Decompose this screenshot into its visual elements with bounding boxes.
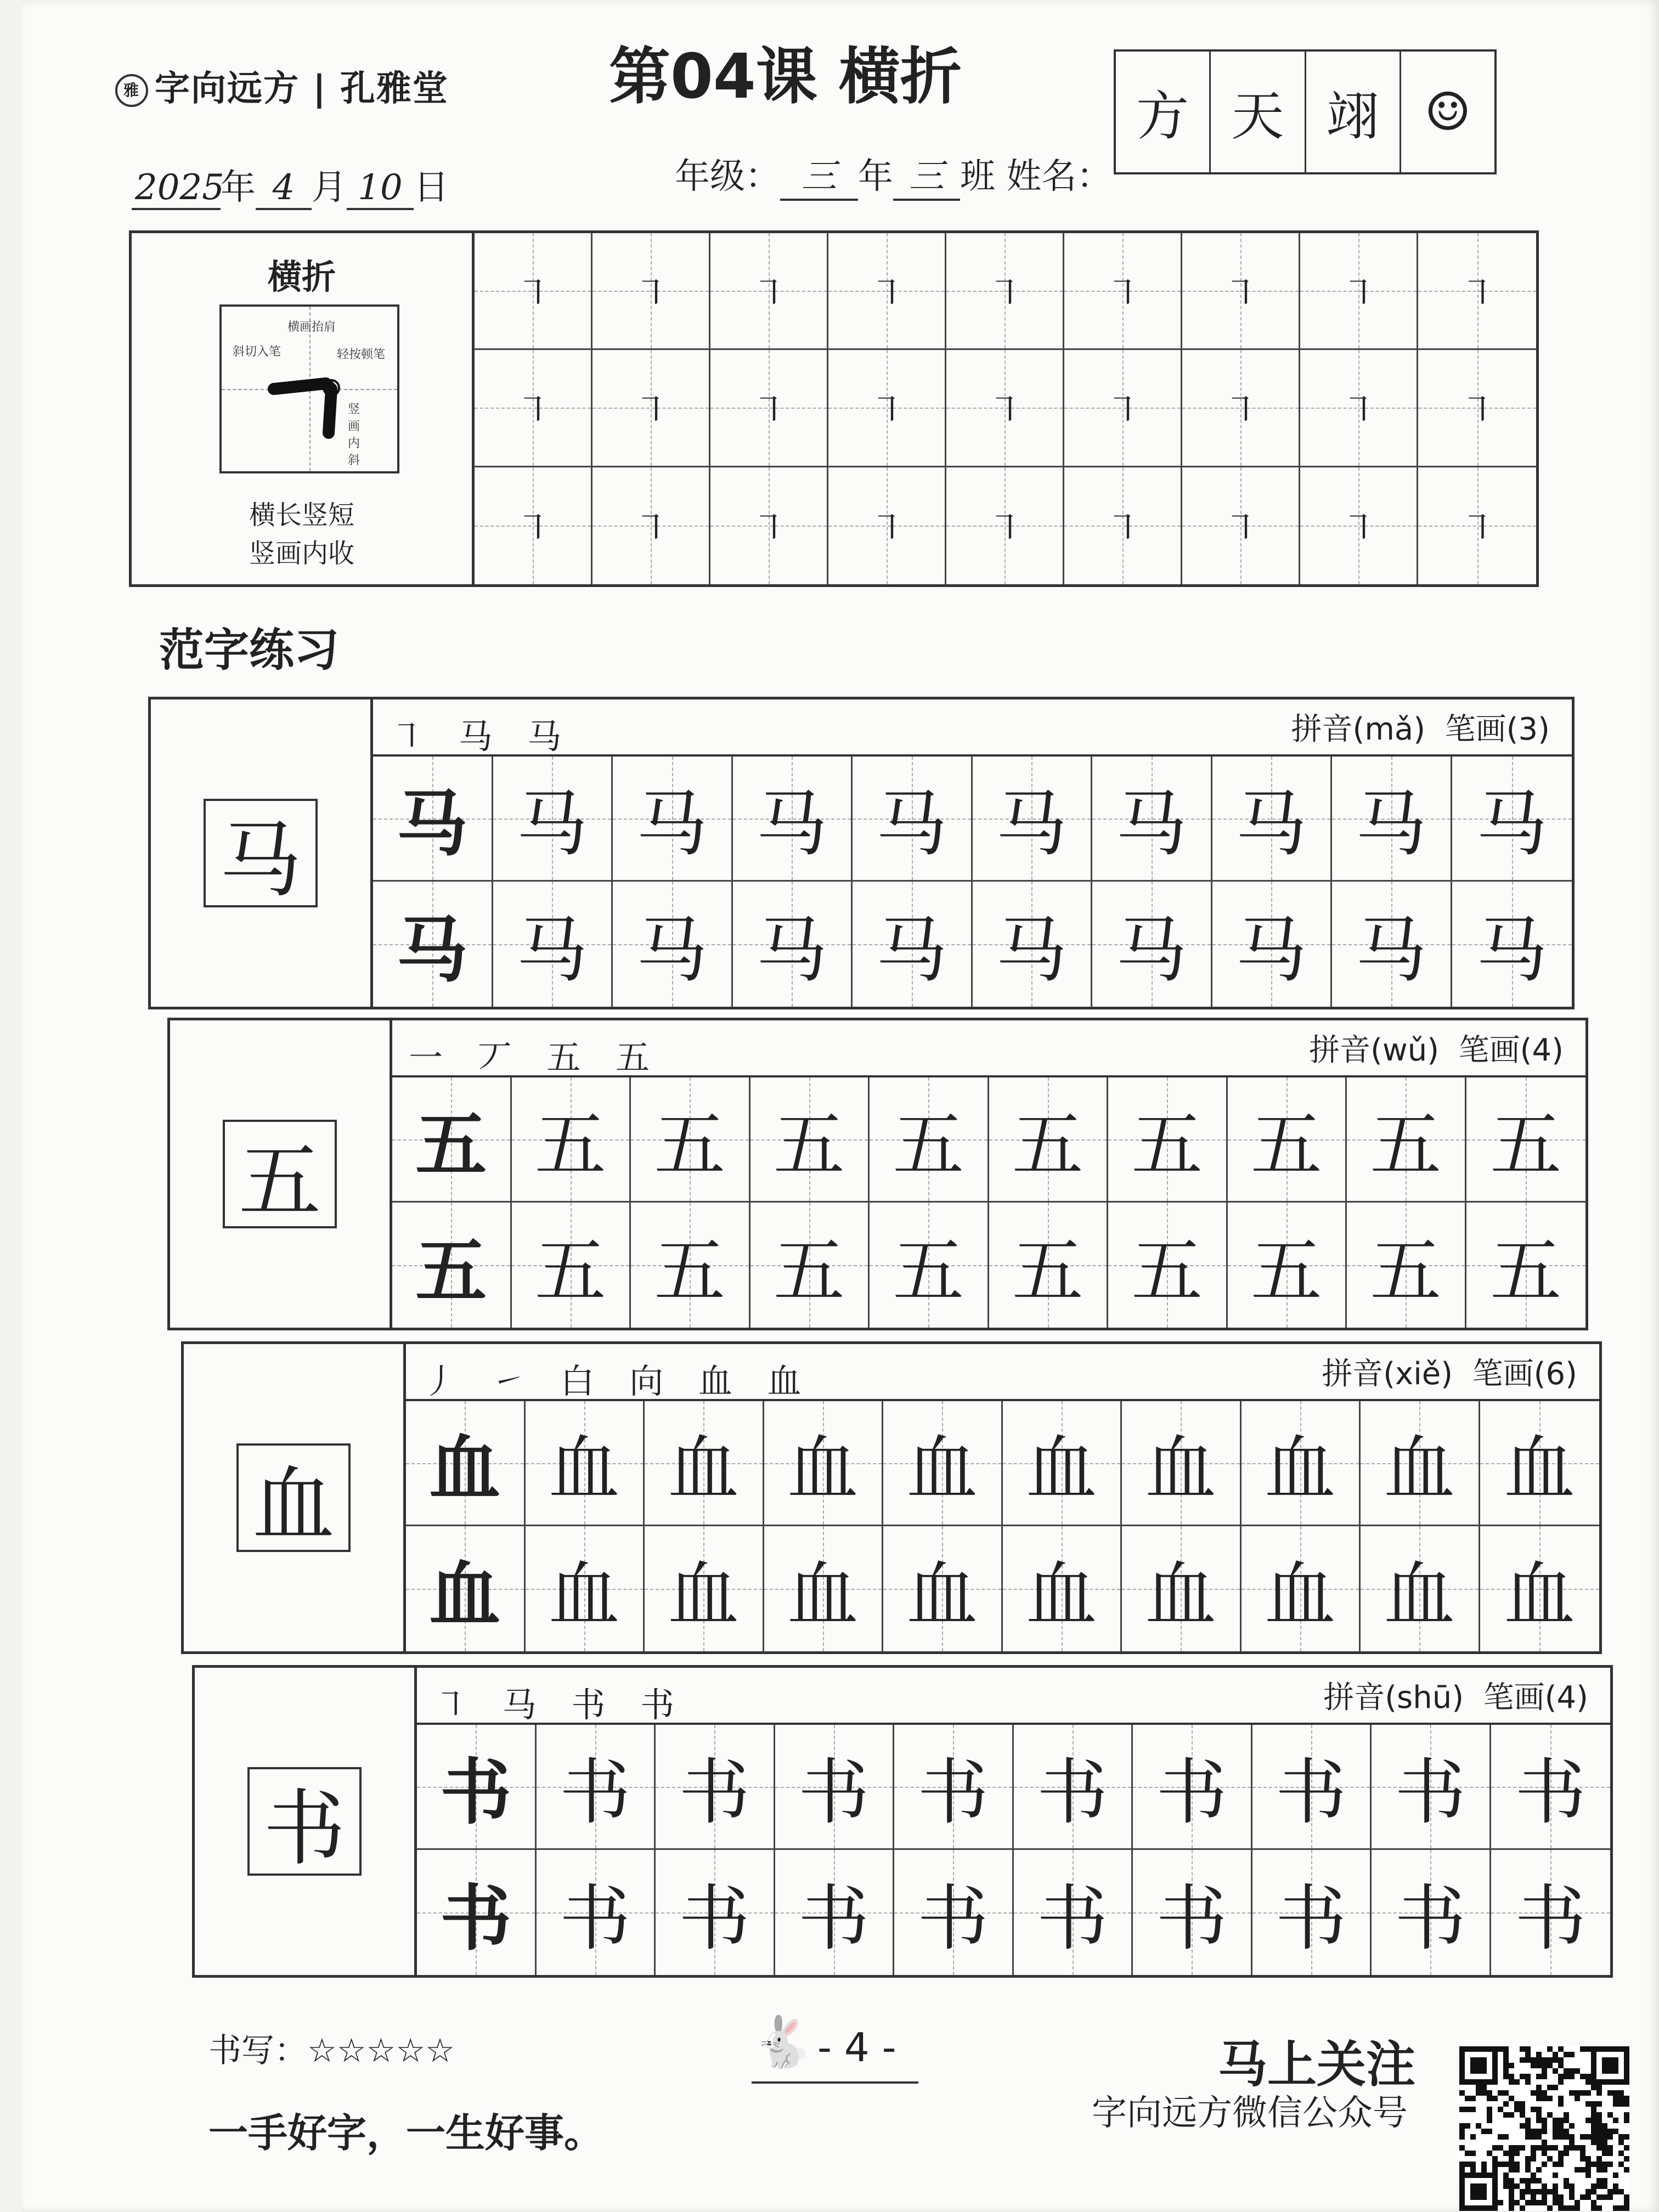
char-block-shu xyxy=(192,1665,1613,1978)
stroke-note-2: 横画抬肩 xyxy=(287,320,336,334)
stroke-practice-cell[interactable] xyxy=(592,233,710,350)
practice-char: 书 xyxy=(1156,1751,1228,1834)
page-number xyxy=(752,2013,918,2084)
stroke-practice-section xyxy=(129,230,1539,587)
practice-glyph: ㇕ xyxy=(1105,274,1140,315)
practice-glyph: ㇕ xyxy=(987,509,1022,550)
stroke-practice-cell[interactable] xyxy=(1182,233,1300,350)
practice-char: 书 xyxy=(559,1751,631,1834)
date-year-label: 年 xyxy=(221,167,256,208)
practice-char: 五 xyxy=(893,1229,964,1313)
practice-char: 马 xyxy=(636,782,708,866)
rating-stars[interactable]: ☆☆☆☆☆ xyxy=(307,2032,455,2070)
practice-glyph: ㇕ xyxy=(633,391,668,432)
practice-glyph: ㇕ xyxy=(1105,509,1140,550)
stroke-practice-cell[interactable] xyxy=(1300,467,1418,584)
practice-char: 马 xyxy=(1235,782,1307,866)
practice-char: 书 xyxy=(798,1876,870,1960)
practice-cell[interactable] xyxy=(751,1077,870,1203)
grade-row xyxy=(675,148,1111,201)
practice-glyph: ㇕ xyxy=(751,274,786,315)
practice-cell[interactable] xyxy=(1003,1526,1122,1651)
practice-char: 血 xyxy=(1264,1427,1336,1510)
practice-cell[interactable] xyxy=(1014,1850,1133,1975)
practice-cell[interactable] xyxy=(1228,1077,1347,1203)
practice-cell[interactable] xyxy=(1332,882,1452,1007)
practice-glyph: ㇕ xyxy=(869,391,904,432)
brand-logo xyxy=(115,60,449,111)
practice-char: 书 xyxy=(798,1751,870,1834)
practice-char: 马 xyxy=(396,907,468,992)
practice-glyph: ㇕ xyxy=(1341,274,1376,315)
practice-glyph: ㇕ xyxy=(515,391,550,432)
brand-text: 字向远方 | 孔雅堂 xyxy=(155,69,449,109)
grade-label: 年级： xyxy=(675,156,780,197)
stroke-count: (4) xyxy=(1520,1032,1564,1068)
practice-cell[interactable] xyxy=(1014,1725,1133,1850)
practice-grid[interactable] xyxy=(392,1077,1585,1328)
stroke-note-4: 竖画内斜 xyxy=(348,403,360,467)
practice-char: 血 xyxy=(429,1426,501,1510)
practice-char: 五 xyxy=(654,1229,726,1313)
practice-glyph: ㇕ xyxy=(1459,391,1495,432)
stroke-practice-cell[interactable] xyxy=(710,233,828,350)
practice-char: 五 xyxy=(415,1103,487,1187)
practice-cell[interactable] xyxy=(764,1526,884,1651)
practice-char: 五 xyxy=(1131,1229,1203,1313)
practice-glyph: ㇕ xyxy=(1341,509,1376,550)
motto: 一手好字，一生好事。 xyxy=(208,2110,604,2156)
stroke-practice-cell[interactable] xyxy=(828,233,946,350)
stroke-practice-grid[interactable] xyxy=(475,233,1536,584)
stroke-practice-cell[interactable] xyxy=(946,467,1064,584)
practice-glyph: ㇕ xyxy=(1105,391,1140,432)
stroke-demo-box xyxy=(219,304,399,473)
qr-code-icon[interactable] xyxy=(1459,2046,1629,2211)
name-label: 姓名： xyxy=(1006,156,1112,197)
practice-glyph: ㇕ xyxy=(633,509,668,550)
char-meta xyxy=(1322,1350,1577,1393)
stroke-practice-cell[interactable] xyxy=(710,467,828,584)
practice-cell[interactable] xyxy=(392,1203,512,1328)
practice-cell[interactable] xyxy=(894,1850,1014,1975)
practice-cell[interactable] xyxy=(1252,1725,1372,1850)
practice-cell[interactable] xyxy=(1491,1850,1611,1975)
practice-cell[interactable] xyxy=(1466,1203,1586,1328)
practice-cell[interactable] xyxy=(373,882,493,1007)
practice-char: 书 xyxy=(1515,1876,1587,1960)
practice-char: 血 xyxy=(548,1427,620,1510)
char-block-ma xyxy=(148,697,1575,1009)
practice-cell[interactable] xyxy=(883,1401,1003,1526)
practice-cell[interactable] xyxy=(853,882,973,1007)
practice-char: 血 xyxy=(548,1553,620,1637)
practice-char: 马 xyxy=(516,908,588,992)
stroke-practice-cell[interactable] xyxy=(1064,467,1182,584)
practice-glyph: ㇕ xyxy=(1223,391,1258,432)
stroke-diagram xyxy=(132,233,475,584)
practice-cell[interactable] xyxy=(526,1401,645,1526)
practice-char: 血 xyxy=(1025,1553,1097,1637)
practice-char: 书 xyxy=(559,1876,631,1960)
practice-cell[interactable] xyxy=(392,1077,512,1203)
stroke-note-1: 斜切入笔 xyxy=(233,345,281,359)
rabbit-icon: 🐇 xyxy=(752,2013,814,2071)
stroke-order: ㇕ 马 书 书 xyxy=(433,1685,687,1725)
practice-grid[interactable] xyxy=(406,1401,1599,1651)
practice-char: 五 xyxy=(1012,1229,1084,1313)
practice-char: 书 xyxy=(679,1876,751,1960)
stroke-practice-cell[interactable] xyxy=(1064,350,1182,467)
practice-cell[interactable] xyxy=(1347,1077,1466,1203)
practice-cell[interactable] xyxy=(1092,882,1212,1007)
practice-cell[interactable] xyxy=(989,1077,1109,1203)
char-meta xyxy=(1291,705,1550,749)
practice-char: 书 xyxy=(917,1876,989,1960)
stroke-practice-cell[interactable] xyxy=(1300,233,1418,350)
pinyin: (xiě) xyxy=(1383,1356,1453,1392)
practice-char: 五 xyxy=(1250,1103,1322,1187)
practice-cell[interactable] xyxy=(1452,757,1572,882)
practice-char: 马 xyxy=(1115,782,1187,866)
practice-cell[interactable] xyxy=(1133,1850,1252,1975)
practice-char: 书 xyxy=(1395,1876,1466,1960)
practice-cell[interactable] xyxy=(631,1077,751,1203)
practice-char: 书 xyxy=(917,1751,989,1834)
date-month[interactable]: 4 xyxy=(256,167,312,210)
practice-glyph: ㇕ xyxy=(987,274,1022,315)
practice-grid[interactable] xyxy=(417,1725,1610,1975)
rating-row xyxy=(208,2024,455,2072)
pinyin: (shū) xyxy=(1385,1680,1464,1716)
practice-char: 血 xyxy=(1025,1427,1097,1510)
practice-char: 血 xyxy=(787,1427,859,1510)
practice-glyph: ㇕ xyxy=(987,391,1022,432)
stroke-practice-cell[interactable] xyxy=(828,467,946,584)
practice-cell[interactable] xyxy=(1212,757,1333,882)
stroke-practice-cell[interactable] xyxy=(1064,233,1182,350)
pinyin-label: 拼音 xyxy=(1322,1356,1384,1392)
pinyin-label: 拼音 xyxy=(1309,1032,1371,1068)
name-char-3: 翊 xyxy=(1306,52,1401,172)
stroke-count-label: 笔画 xyxy=(1472,1356,1534,1392)
practice-cell[interactable] xyxy=(751,1203,870,1328)
practice-char: 血 xyxy=(1504,1553,1576,1637)
practice-char: 马 xyxy=(1115,908,1187,992)
practice-cell[interactable] xyxy=(1108,1203,1228,1328)
stroke-note-3: 轻按顿笔 xyxy=(337,348,386,362)
follow-text: 马上关注 xyxy=(1218,2036,1415,2094)
date-row xyxy=(132,159,449,210)
stroke-order: 一 丆 五 五 xyxy=(409,1037,662,1077)
practice-char: 马 xyxy=(396,782,468,866)
practice-char: 书 xyxy=(1275,1876,1347,1960)
grade-value[interactable]: 三 xyxy=(780,148,858,201)
practice-glyph: ㇕ xyxy=(751,509,786,550)
practice-char: 书 xyxy=(1395,1751,1466,1834)
date-day-label: 日 xyxy=(414,167,449,208)
practice-char: 马 xyxy=(516,782,588,866)
practice-cell[interactable] xyxy=(1480,1526,1600,1651)
practice-cell[interactable] xyxy=(1466,1077,1586,1203)
section-title: 范字练习 xyxy=(159,624,340,676)
worksheet-page xyxy=(22,0,1659,2212)
stroke-practice-cell[interactable] xyxy=(475,467,592,584)
practice-char: 五 xyxy=(1250,1229,1322,1313)
stroke-order: ㇕ 马 马 xyxy=(390,716,574,757)
practice-cell[interactable] xyxy=(1252,1850,1372,1975)
practice-cell[interactable] xyxy=(537,1850,656,1975)
model-char: 书 xyxy=(247,1767,362,1876)
practice-glyph: ㇕ xyxy=(1341,391,1376,432)
practice-char: 书 xyxy=(1036,1751,1108,1834)
practice-cell[interactable] xyxy=(631,1203,751,1328)
stroke-practice-cell[interactable] xyxy=(946,233,1064,350)
stroke-practice-cell[interactable] xyxy=(1300,350,1418,467)
practice-char: 五 xyxy=(1012,1103,1084,1187)
stroke-practice-cell[interactable] xyxy=(1418,233,1536,350)
student-name-box[interactable] xyxy=(1114,49,1497,174)
stroke-order: 丿 ㇀ 白 向 血 血 xyxy=(422,1361,814,1401)
practice-cell[interactable] xyxy=(1372,1725,1491,1850)
practice-char: 五 xyxy=(773,1229,845,1313)
practice-cell[interactable] xyxy=(1361,1401,1480,1526)
model-char: 血 xyxy=(236,1443,351,1552)
practice-cell[interactable] xyxy=(656,1725,775,1850)
practice-cell[interactable] xyxy=(1092,757,1212,882)
practice-char: 马 xyxy=(1476,782,1548,866)
stroke-count: (6) xyxy=(1533,1356,1577,1392)
grade-unit: 年 xyxy=(858,156,893,197)
char-block-xie xyxy=(181,1341,1602,1654)
practice-cell[interactable] xyxy=(733,882,853,1007)
date-year[interactable]: 2025 xyxy=(132,167,221,210)
practice-char: 五 xyxy=(1370,1229,1442,1313)
practice-char: 马 xyxy=(636,908,708,992)
practice-cell[interactable] xyxy=(775,1850,895,1975)
practice-cell[interactable] xyxy=(645,1401,764,1526)
page-number-text: - 4 - xyxy=(817,2024,896,2070)
practice-char: 马 xyxy=(876,908,947,992)
practice-cell[interactable] xyxy=(733,757,853,882)
practice-cell[interactable] xyxy=(493,882,613,1007)
model-char: 五 xyxy=(223,1120,337,1228)
char-meta xyxy=(1309,1026,1564,1070)
brand-seal-icon: 雅 xyxy=(115,74,148,107)
practice-cell[interactable] xyxy=(512,1203,631,1328)
practice-char: 五 xyxy=(773,1103,845,1187)
pinyin: (wǔ) xyxy=(1370,1032,1440,1068)
practice-char: 书 xyxy=(1156,1876,1228,1960)
practice-cell[interactable] xyxy=(613,882,733,1007)
practice-cell[interactable] xyxy=(1122,1526,1242,1651)
practice-cell[interactable] xyxy=(1122,1401,1242,1526)
stroke-practice-cell[interactable] xyxy=(475,350,592,467)
practice-char: 五 xyxy=(534,1103,606,1187)
practice-char: 血 xyxy=(1504,1427,1576,1510)
practice-cell[interactable] xyxy=(512,1077,631,1203)
stroke-count-label: 笔画 xyxy=(1483,1680,1545,1716)
practice-cell[interactable] xyxy=(537,1725,656,1850)
practice-char: 马 xyxy=(1355,908,1427,992)
stroke-practice-cell[interactable] xyxy=(710,350,828,467)
practice-cell[interactable] xyxy=(973,882,1093,1007)
practice-cell[interactable] xyxy=(526,1526,645,1651)
practice-cell[interactable] xyxy=(1372,1850,1491,1975)
practice-char: 书 xyxy=(1036,1876,1108,1960)
practice-cell[interactable] xyxy=(1491,1725,1611,1850)
practice-cell[interactable] xyxy=(1212,882,1333,1007)
practice-cell[interactable] xyxy=(373,757,493,882)
pinyin: (mǎ) xyxy=(1352,712,1426,747)
practice-glyph: ㇕ xyxy=(1223,509,1258,550)
practice-char: 五 xyxy=(1490,1229,1562,1313)
practice-char: 五 xyxy=(1370,1103,1442,1187)
practice-char: 血 xyxy=(1384,1553,1455,1637)
practice-char: 血 xyxy=(1384,1427,1455,1510)
practice-glyph: ㇕ xyxy=(633,274,668,315)
stroke-practice-cell[interactable] xyxy=(592,350,710,467)
lesson-title: 第04课 横折 xyxy=(609,41,962,112)
practice-cell[interactable] xyxy=(1003,1401,1122,1526)
practice-char: 五 xyxy=(654,1103,726,1187)
practice-cell[interactable] xyxy=(1347,1203,1466,1328)
class-unit: 班 xyxy=(960,156,995,197)
practice-glyph: ㇕ xyxy=(869,509,904,550)
rating-label: 书写： xyxy=(208,2032,307,2070)
practice-glyph: ㇕ xyxy=(1223,274,1258,315)
practice-cell[interactable] xyxy=(1228,1203,1347,1328)
practice-char: 血 xyxy=(906,1427,978,1510)
wechat-account: 字向远方微信公众号 xyxy=(1092,2093,1408,2134)
practice-char: 马 xyxy=(1235,908,1307,992)
practice-cell[interactable] xyxy=(493,757,613,882)
pinyin-label: 拼音 xyxy=(1323,1680,1385,1716)
practice-char: 血 xyxy=(1145,1553,1217,1637)
practice-cell[interactable] xyxy=(1332,757,1452,882)
practice-char: 五 xyxy=(415,1228,487,1313)
stroke-count-label: 笔画 xyxy=(1444,712,1506,747)
practice-cell[interactable] xyxy=(613,757,733,882)
practice-cell[interactable] xyxy=(870,1203,989,1328)
practice-cell[interactable] xyxy=(645,1526,764,1651)
stroke-count-label: 笔画 xyxy=(1458,1032,1520,1068)
practice-char: 书 xyxy=(1275,1751,1347,1834)
stroke-rule-1: 横长竖短 xyxy=(249,500,354,531)
name-char-1: 方 xyxy=(1116,52,1211,172)
practice-cell[interactable] xyxy=(1480,1401,1600,1526)
stroke-practice-cell[interactable] xyxy=(1418,350,1536,467)
practice-glyph: ㇕ xyxy=(1459,274,1495,315)
practice-cell[interactable] xyxy=(1108,1077,1228,1203)
practice-cell[interactable] xyxy=(417,1850,537,1975)
stroke-practice-cell[interactable] xyxy=(592,467,710,584)
practice-cell[interactable] xyxy=(764,1401,884,1526)
stroke-practice-cell[interactable] xyxy=(828,350,946,467)
practice-cell[interactable] xyxy=(1361,1526,1480,1651)
practice-cell[interactable] xyxy=(989,1203,1109,1328)
char-block-wu xyxy=(167,1018,1588,1330)
stroke-practice-cell[interactable] xyxy=(946,350,1064,467)
stroke-practice-cell[interactable] xyxy=(1418,467,1536,584)
practice-char: 书 xyxy=(679,1751,751,1834)
practice-glyph: ㇕ xyxy=(515,509,550,550)
practice-cell[interactable] xyxy=(406,1526,526,1651)
practice-char: 五 xyxy=(534,1229,606,1313)
stroke-count: (4) xyxy=(1544,1680,1588,1716)
practice-char: 马 xyxy=(996,908,1068,992)
stroke-count: (3) xyxy=(1506,712,1550,747)
name-char-4: ☺ xyxy=(1424,81,1471,143)
practice-char: 血 xyxy=(429,1552,501,1637)
char-meta xyxy=(1323,1673,1588,1717)
practice-cell[interactable] xyxy=(1452,882,1572,1007)
practice-glyph: ㇕ xyxy=(751,391,786,432)
practice-char: 血 xyxy=(787,1553,859,1637)
practice-grid[interactable] xyxy=(373,757,1572,1007)
practice-char: 马 xyxy=(996,782,1068,866)
practice-char: 马 xyxy=(756,782,828,866)
practice-cell[interactable] xyxy=(853,757,973,882)
practice-char: 血 xyxy=(668,1553,740,1637)
practice-char: 马 xyxy=(756,908,828,992)
practice-char: 血 xyxy=(1145,1427,1217,1510)
practice-char: 五 xyxy=(1131,1103,1203,1187)
practice-char: 书 xyxy=(440,1876,512,1960)
date-month-label: 月 xyxy=(312,167,347,208)
practice-char: 书 xyxy=(1515,1751,1587,1834)
stroke-title: 横折 xyxy=(267,257,336,297)
model-char: 马 xyxy=(204,799,318,907)
practice-cell[interactable] xyxy=(775,1725,895,1850)
date-day[interactable]: 10 xyxy=(347,167,414,210)
practice-char: 五 xyxy=(1490,1103,1562,1187)
stroke-practice-cell[interactable] xyxy=(1182,350,1300,467)
practice-char: 马 xyxy=(1355,782,1427,866)
practice-char: 血 xyxy=(906,1553,978,1637)
pinyin-label: 拼音 xyxy=(1291,712,1353,747)
stroke-practice-cell[interactable] xyxy=(1182,467,1300,584)
practice-char: 血 xyxy=(668,1427,740,1510)
practice-cell[interactable] xyxy=(894,1725,1014,1850)
practice-cell[interactable] xyxy=(406,1401,526,1526)
practice-char: 血 xyxy=(1264,1553,1336,1637)
class-value[interactable]: 三 xyxy=(893,148,960,201)
practice-glyph: ㇕ xyxy=(515,274,550,315)
practice-cell[interactable] xyxy=(1133,1725,1252,1850)
practice-cell[interactable] xyxy=(1242,1526,1361,1651)
practice-cell[interactable] xyxy=(883,1526,1003,1651)
practice-char: 马 xyxy=(876,782,947,866)
practice-cell[interactable] xyxy=(1242,1401,1361,1526)
practice-char: 马 xyxy=(1476,908,1548,992)
practice-cell[interactable] xyxy=(870,1077,989,1203)
stroke-rule-2: 竖画内收 xyxy=(249,538,354,569)
practice-char: 五 xyxy=(893,1103,964,1187)
name-char-2: 天 xyxy=(1211,52,1306,172)
practice-glyph: ㇕ xyxy=(869,274,904,315)
practice-char: 书 xyxy=(440,1750,512,1834)
stroke-practice-cell[interactable] xyxy=(475,233,592,350)
practice-cell[interactable] xyxy=(417,1725,537,1850)
practice-cell[interactable] xyxy=(973,757,1093,882)
practice-cell[interactable] xyxy=(656,1850,775,1975)
practice-glyph: ㇕ xyxy=(1459,509,1495,550)
